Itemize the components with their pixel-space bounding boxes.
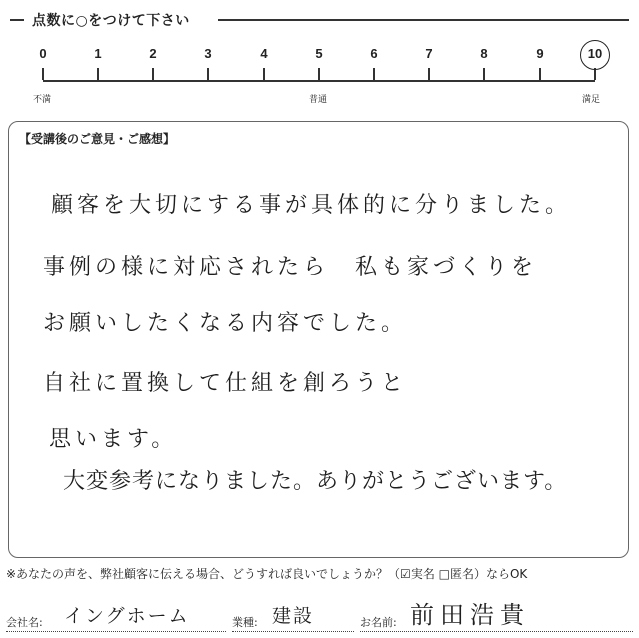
feedback-title: 【受講後のご意見・ご感想】 xyxy=(19,132,176,146)
industry-underline xyxy=(232,631,354,632)
scale-tick-7: 7 xyxy=(425,46,433,61)
feedback-box xyxy=(8,121,629,558)
scale-tick-2: 2 xyxy=(149,46,157,61)
feedback-line-2: 事例の様に対応されたら 私も家づくりを xyxy=(43,255,538,280)
scale-tick-1: 1 xyxy=(94,46,102,61)
scale-tick-10: 10 xyxy=(587,46,603,61)
name-label: お名前: xyxy=(360,616,397,629)
scale-label-high: 満足 xyxy=(582,95,601,105)
scale-tick-0: 0 xyxy=(39,46,47,61)
name-underline xyxy=(360,631,633,632)
scale-tick-4: 4 xyxy=(260,46,268,61)
feedback-line-3: お願いしたくなる内容でした。 xyxy=(43,311,408,336)
scale-mark-2 xyxy=(152,68,154,80)
scale-mark-8 xyxy=(483,68,485,80)
scale-mark-5 xyxy=(318,68,320,80)
scale-tick-6: 6 xyxy=(370,46,378,61)
industry-label: 業種: xyxy=(232,616,258,629)
header-dash xyxy=(10,19,24,21)
selected-score-circle[interactable] xyxy=(580,40,610,70)
company-value: イングホーム xyxy=(64,605,190,627)
feedback-line-6: 大変参考になりました。ありがとうございます。 xyxy=(63,469,568,494)
scale-tick-3: 3 xyxy=(204,46,212,61)
scale-mark-0 xyxy=(42,68,44,80)
feedback-line-1: 顧客を大切にする事が具体的に分りました。 xyxy=(51,193,572,218)
scale-mark-3 xyxy=(207,68,209,80)
scale-line xyxy=(43,80,595,82)
scale-mark-7 xyxy=(428,68,430,80)
score-instruction: 点数に○をつけて下さい xyxy=(32,13,190,29)
name-field xyxy=(360,600,633,634)
scale-mark-6 xyxy=(373,68,375,80)
publication-consent-note: ※あなたの声を、弊社顧客に伝える場合、どうすれば良いでしょうか？（☑実名 □匿名）ならOK xyxy=(6,567,528,581)
scale-label-low: 不満 xyxy=(33,95,52,105)
industry-field xyxy=(232,600,354,634)
score-scale xyxy=(0,40,639,110)
scale-tick-9: 9 xyxy=(536,46,544,61)
company-label: 会社名: xyxy=(6,616,43,629)
company-field xyxy=(6,600,226,634)
scale-mark-9 xyxy=(539,68,541,80)
company-underline xyxy=(6,631,226,632)
industry-value: 建設 xyxy=(272,605,315,627)
header-rule xyxy=(218,19,629,21)
score-header xyxy=(10,8,629,30)
name-value: 前田浩貴 xyxy=(410,601,530,629)
feedback-line-4: 自社に置換して仕組を創ろうと xyxy=(43,371,408,396)
scale-mark-4 xyxy=(263,68,265,80)
scale-mark-1 xyxy=(97,68,99,80)
scale-tick-8: 8 xyxy=(480,46,488,61)
scale-tick-5: 5 xyxy=(315,46,323,61)
scale-label-mid: 普通 xyxy=(309,95,328,105)
feedback-line-5: 思います。 xyxy=(49,427,178,452)
